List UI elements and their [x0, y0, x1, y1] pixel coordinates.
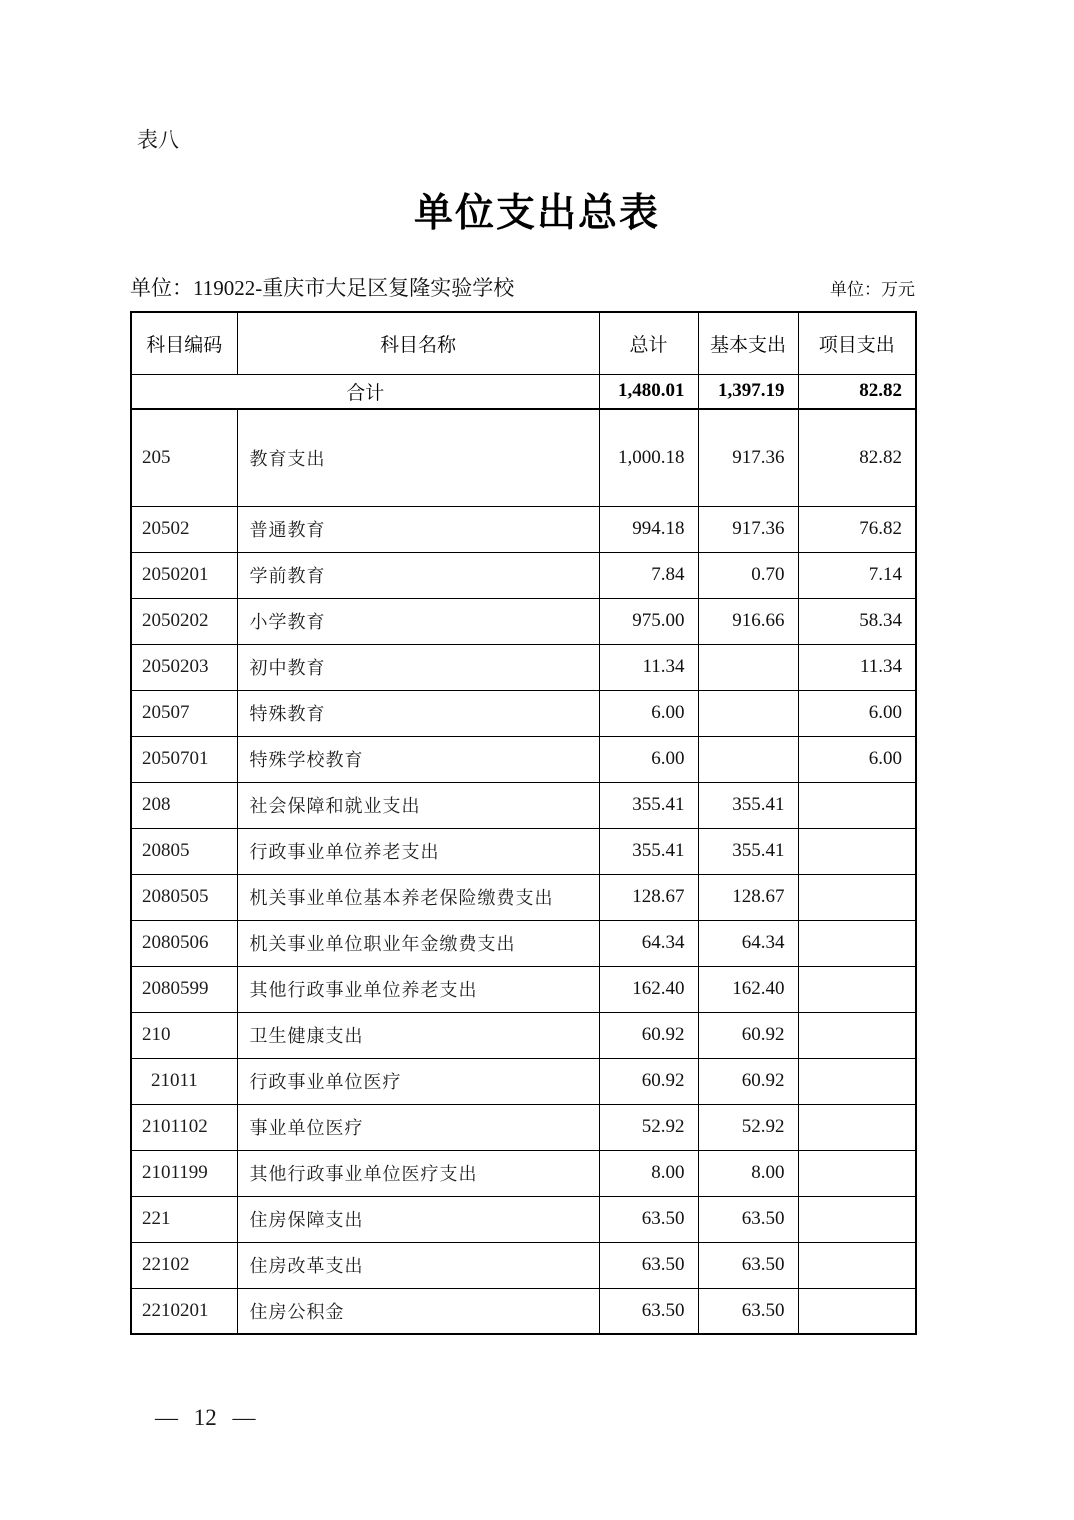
total-cell: 975.00: [599, 598, 698, 644]
header-project-expenditure: 项目支出: [798, 312, 916, 374]
basic-cell: 63.50: [698, 1288, 798, 1334]
table-row: [131, 1150, 916, 1196]
subject-name-cell: 教育支出: [237, 409, 599, 506]
table-row: [131, 506, 916, 552]
table-row: [131, 409, 916, 506]
basic-cell: 355.41: [698, 782, 798, 828]
subject-name-cell: 事业单位医疗: [237, 1104, 599, 1150]
project-cell: [798, 782, 916, 828]
total-cell: 355.41: [599, 828, 698, 874]
project-cell: [798, 1288, 916, 1334]
subject-code-cell: 2050203: [131, 644, 237, 690]
project-cell: 11.34: [798, 644, 916, 690]
subject-code-cell: 2080599: [131, 966, 237, 1012]
subject-code-cell: 2101102: [131, 1104, 237, 1150]
basic-cell: 60.92: [698, 1058, 798, 1104]
total-cell: 64.34: [599, 920, 698, 966]
project-cell: 76.82: [798, 506, 916, 552]
project-cell: [798, 828, 916, 874]
basic-cell: 162.40: [698, 966, 798, 1012]
table-row: [131, 1104, 916, 1150]
currency-unit-label: 单位：万元: [830, 280, 915, 299]
total-cell: 52.92: [599, 1104, 698, 1150]
subject-name-cell: 行政事业单位医疗: [237, 1058, 599, 1104]
total-cell: 11.34: [599, 644, 698, 690]
subject-name-cell: 住房保障支出: [237, 1196, 599, 1242]
total-cell: 6.00: [599, 690, 698, 736]
basic-cell: 63.50: [698, 1242, 798, 1288]
subject-code-cell: 2210201: [131, 1288, 237, 1334]
page-number: — 12 —: [155, 1405, 256, 1430]
basic-cell: 64.34: [698, 920, 798, 966]
subject-name-cell: 初中教育: [237, 644, 599, 690]
project-cell: [798, 966, 916, 1012]
project-cell: [798, 874, 916, 920]
subject-name-cell: 机关事业单位职业年金缴费支出: [237, 920, 599, 966]
table-row: [131, 966, 916, 1012]
unit-info-row: [130, 272, 915, 302]
subject-name-cell: 其他行政事业单位医疗支出: [237, 1150, 599, 1196]
subject-name-cell: 其他行政事业单位养老支出: [237, 966, 599, 1012]
header-total: 总计: [599, 312, 698, 374]
total-cell: 63.50: [599, 1196, 698, 1242]
subject-code-cell: 21011: [131, 1058, 237, 1104]
project-cell: [798, 1058, 916, 1104]
basic-cell: 63.50: [698, 1196, 798, 1242]
table-row: [131, 782, 916, 828]
summary-row: [131, 374, 916, 409]
project-cell: [798, 920, 916, 966]
table-row: [131, 1012, 916, 1058]
basic-cell: 916.66: [698, 598, 798, 644]
unit-name-label: 单位：119022-重庆市大足区复隆实验学校: [130, 276, 515, 300]
table-row: [131, 1242, 916, 1288]
subject-code-cell: 2080505: [131, 874, 237, 920]
total-cell: 60.92: [599, 1058, 698, 1104]
basic-cell: [698, 690, 798, 736]
subject-code-cell: 2050202: [131, 598, 237, 644]
total-cell: 63.50: [599, 1288, 698, 1334]
subject-name-cell: 学前教育: [237, 552, 599, 598]
table-row: [131, 598, 916, 644]
header-subject-name: 科目名称: [237, 312, 599, 374]
header-basic-expenditure: 基本支出: [698, 312, 798, 374]
subject-name-cell: 社会保障和就业支出: [237, 782, 599, 828]
subject-code-cell: 20502: [131, 506, 237, 552]
subject-name-cell: 机关事业单位基本养老保险缴费支出: [237, 874, 599, 920]
subject-name-cell: 普通教育: [237, 506, 599, 552]
subject-name-cell: 小学教育: [237, 598, 599, 644]
subject-code-cell: 2050201: [131, 552, 237, 598]
project-cell: 6.00: [798, 736, 916, 782]
subject-code-cell: 208: [131, 782, 237, 828]
basic-cell: [698, 644, 798, 690]
table-row: [131, 644, 916, 690]
table-row: [131, 1058, 916, 1104]
subject-code-cell: 20507: [131, 690, 237, 736]
basic-cell: 0.70: [698, 552, 798, 598]
project-cell: [798, 1150, 916, 1196]
total-cell: 355.41: [599, 782, 698, 828]
header-subject-code: 科目编码: [131, 312, 237, 374]
project-cell: 7.14: [798, 552, 916, 598]
basic-cell: 355.41: [698, 828, 798, 874]
basic-cell: 52.92: [698, 1104, 798, 1150]
table-row: [131, 690, 916, 736]
project-cell: [798, 1196, 916, 1242]
total-cell: 128.67: [599, 874, 698, 920]
project-cell: [798, 1242, 916, 1288]
table-row: [131, 828, 916, 874]
expenditure-table: [130, 311, 917, 1335]
project-cell: 82.82: [798, 409, 916, 506]
table-header-row: [131, 312, 916, 374]
basic-cell: 60.92: [698, 1012, 798, 1058]
table-row: [131, 874, 916, 920]
total-cell: 6.00: [599, 736, 698, 782]
subject-code-cell: 210: [131, 1012, 237, 1058]
subject-name-cell: 卫生健康支出: [237, 1012, 599, 1058]
project-cell: 6.00: [798, 690, 916, 736]
subject-name-cell: 特殊学校教育: [237, 736, 599, 782]
basic-cell: 8.00: [698, 1150, 798, 1196]
basic-cell: 917.36: [698, 506, 798, 552]
project-cell: [798, 1012, 916, 1058]
total-cell: 60.92: [599, 1012, 698, 1058]
summary-basic: 1,397.19: [698, 374, 798, 409]
project-cell: [798, 1104, 916, 1150]
subject-name-cell: 住房改革支出: [237, 1242, 599, 1288]
summary-project: 82.82: [798, 374, 916, 409]
total-cell: 8.00: [599, 1150, 698, 1196]
total-cell: 1,000.18: [599, 409, 698, 506]
page-title: 单位支出总表: [413, 192, 660, 235]
sheet-number-label: 表八: [137, 128, 179, 152]
subject-code-cell: 221: [131, 1196, 237, 1242]
table-row: [131, 1196, 916, 1242]
subject-code-cell: 2050701: [131, 736, 237, 782]
subject-code-cell: 205: [131, 409, 237, 506]
subject-code-cell: 20805: [131, 828, 237, 874]
project-cell: 58.34: [798, 598, 916, 644]
table-row: [131, 736, 916, 782]
table-row: [131, 920, 916, 966]
subject-code-cell: 2101199: [131, 1150, 237, 1196]
basic-cell: 128.67: [698, 874, 798, 920]
subject-code-cell: 2080506: [131, 920, 237, 966]
summary-total: 1,480.01: [599, 374, 698, 409]
subject-code-cell: 22102: [131, 1242, 237, 1288]
total-cell: 162.40: [599, 966, 698, 1012]
basic-cell: [698, 736, 798, 782]
table-row: [131, 1288, 916, 1334]
subject-name-cell: 住房公积金: [237, 1288, 599, 1334]
total-cell: 994.18: [599, 506, 698, 552]
table-row: [131, 552, 916, 598]
basic-cell: 917.36: [698, 409, 798, 506]
subject-name-cell: 行政事业单位养老支出: [237, 828, 599, 874]
subject-name-cell: 特殊教育: [237, 690, 599, 736]
total-cell: 63.50: [599, 1242, 698, 1288]
total-cell: 7.84: [599, 552, 698, 598]
summary-label: 合计: [131, 374, 599, 409]
